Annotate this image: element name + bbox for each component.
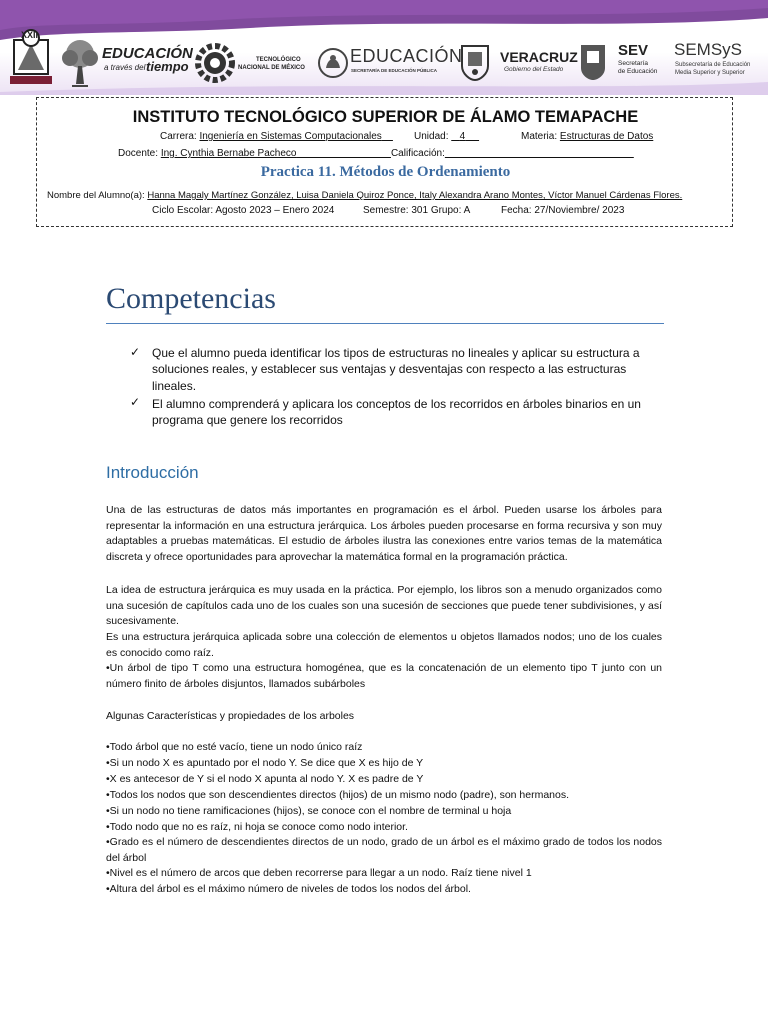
carrera-value: Ingeniería en Sistemas Computacionales: [199, 131, 382, 142]
docente-row: [118, 148, 634, 159]
sev-sub1: Secretaría: [618, 60, 648, 67]
tecnm-line1: TECNOLÓGICO: [256, 57, 301, 63]
competencias-heading: Competencias: [106, 282, 276, 315]
semsys-logo: [674, 40, 768, 84]
sev-title: SEV: [618, 42, 649, 59]
checkmark-icon: ✓: [130, 395, 141, 409]
competencia-item-2: El alumno comprenderá y aplicara los conceptos de los recorridos en árboles binarios en un programa que genere los recorridos: [152, 397, 641, 428]
carrera-label: Carrera:: [160, 131, 197, 142]
caracteristica-item: •Altura del árbol es el máximo número de niveles de todos los nodos del árbol.: [106, 883, 471, 895]
unidad-label: Unidad:: [414, 131, 449, 142]
introduccion-heading: Introducción: [106, 463, 199, 482]
calificacion-label: Calificación:: [390, 148, 445, 159]
caracteristica-item: •X es antecesor de Y si el nodo X apunta al nodo Y. X es padre de Y: [106, 773, 424, 785]
educacion-sep-logo: [350, 46, 463, 80]
educacion-tiempo-sub1: a través del: [104, 63, 146, 72]
veracruz-title: VERACRUZ: [500, 49, 578, 65]
intro-paragraph-1: Una de las estructuras de datos más importantes en programación es el árbol. Pueden usarse los árboles para representar la información en una estructura jerárquica. Los árboles pueden procesarse en forma recursiva y son muy adaptables a pruebas matemáticas. El estudio de árboles ilustra las conexiones entre varios temas de la matemática discreta y ofrece oportunidades para aprovechar la matemática formal en la programación práctica.: [106, 504, 662, 563]
veracruz-logo: [500, 49, 580, 77]
itsat-xxii-logo: [6, 26, 56, 88]
checkmark-icon: ✓: [130, 345, 141, 359]
veracruz-seal-icon: [578, 42, 608, 82]
tecnm-logo-text: [238, 57, 318, 77]
practice-title: Practica 11. Métodos de Ordenamiento: [260, 164, 511, 180]
tree-icon: [58, 38, 102, 88]
veracruz-emblem-icon: [458, 42, 492, 82]
materia-value: Estructuras de Datos: [559, 131, 654, 142]
intro-paragraph-3: Es una estructura jerárquica aplicada sobre una colección de elementos u objetos llamados nodos; uno de los cuales es conocido como raíz.: [106, 631, 662, 659]
semsys-title: SEMSyS: [674, 40, 743, 59]
semsys-sub2: Media Superior y Superior: [675, 70, 745, 76]
fecha: Fecha: 27/Noviembre/ 2023: [501, 205, 625, 216]
educacion-tiempo-sub2: tiempo: [146, 59, 189, 74]
institutional-banner: [0, 0, 768, 95]
xxii-text: XXII: [21, 30, 39, 40]
institution-name: INSTITUTO TECNOLÓGICO SUPERIOR DE ÁLAMO TEMAPACHE: [132, 108, 639, 126]
unidad-row: [414, 131, 479, 142]
caracteristica-item: •Si un nodo X es apuntado por el nodo Y. Se dice que X es hijo de Y: [106, 757, 424, 769]
intro-paragraph-4: •Un árbol de tipo T como una estructura homogénea, que es la concatenación de un elemento tipo T junto con un número finito de árboles disjuntos, llamados subárboles: [106, 662, 662, 690]
educacion-tiempo-logo: [102, 45, 192, 81]
semsys-sub1: Subsecretaría de Educación: [675, 62, 751, 68]
calificacion-blank: [445, 148, 634, 159]
educacion-sep-sub: SECRETARÍA DE EDUCACIÓN PÚBLICA: [351, 68, 438, 73]
tecnm-line2: NACIONAL DE MÉXICO: [238, 65, 305, 71]
materia-row: [521, 131, 653, 142]
carrera-row: [160, 131, 393, 142]
caracteristica-item: •Todos los nodos que son descendientes directos (hijos) de un mismo nodo (padre), son hermanos.: [106, 789, 570, 801]
mexico-shield-icon: [318, 44, 348, 82]
intro-paragraph-2: La idea de estructura jerárquica es muy usada en la práctica. Por ejemplo, los libros son a menudo organizados como una sucesión de capítulos cada uno de los cuales son una sucesión de secciones que puede tener subdivisiones, y así sucesivamente.: [106, 584, 662, 628]
alumno-value: Hanna Magaly Martínez González, Luisa Daniela Quiroz Ponce, Italy Alexandra Arano Montes, Víctor Manuel Cárdenas Flores.: [147, 190, 683, 201]
sev-sub2: de Educación: [618, 68, 658, 75]
docente-label: Docente:: [118, 148, 159, 159]
educacion-tiempo-title: EDUCACIÓN: [102, 45, 193, 62]
sev-logo: [618, 42, 674, 82]
caracteristica-item: •Todo nodo que no es raíz, ni hoja se conoce como nodo interior.: [106, 821, 408, 833]
heading-rule: [106, 323, 664, 324]
semestre-grupo: Semestre: 301 Grupo: A: [363, 205, 471, 216]
competencia-item-1: Que el alumno pueda identificar los tipos de estructuras no lineales y aplicar su estructura a soluciones reales, y establecer sus ventajas y desventajas con respecto a las estructuras lineales.: [152, 346, 640, 393]
materia-label: Materia:: [521, 131, 558, 142]
document-header-box: [36, 97, 733, 227]
caracteristica-item: •Grado es el número de descendientes directos de un nodo, grado de un árbol es el máximo grado de todos los nodos del árbol: [106, 836, 662, 864]
docente-value: Ing. Cynthia Bernabe Pacheco: [160, 148, 297, 159]
ciclo-escolar: Ciclo Escolar: Agosto 2023 – Enero 2024: [152, 205, 335, 216]
alumno-label: Nombre del Alumno(a):: [47, 190, 145, 201]
alumno-row: [47, 190, 682, 201]
veracruz-sub: Gobierno del Estado: [504, 66, 564, 73]
educacion-sep-title: EDUCACIÓN: [350, 46, 463, 66]
tecnm-gear-icon: [194, 42, 236, 84]
caracteristica-item: •Nivel es el número de arcos que deben recorrerse para llegar a un nodo. Raíz tiene nivel 1: [106, 867, 532, 879]
caracteristicas-heading: Algunas Características y propiedades de los arboles: [106, 710, 355, 722]
caracteristica-item: •Todo árbol que no esté vacío, tiene un nodo único raíz: [106, 741, 363, 753]
caracteristica-item: •Si un nodo no tiene ramificaciones (hijos), se conoce con el nombre de terminal u hoja: [106, 805, 512, 817]
unidad-value: 4: [459, 131, 466, 142]
